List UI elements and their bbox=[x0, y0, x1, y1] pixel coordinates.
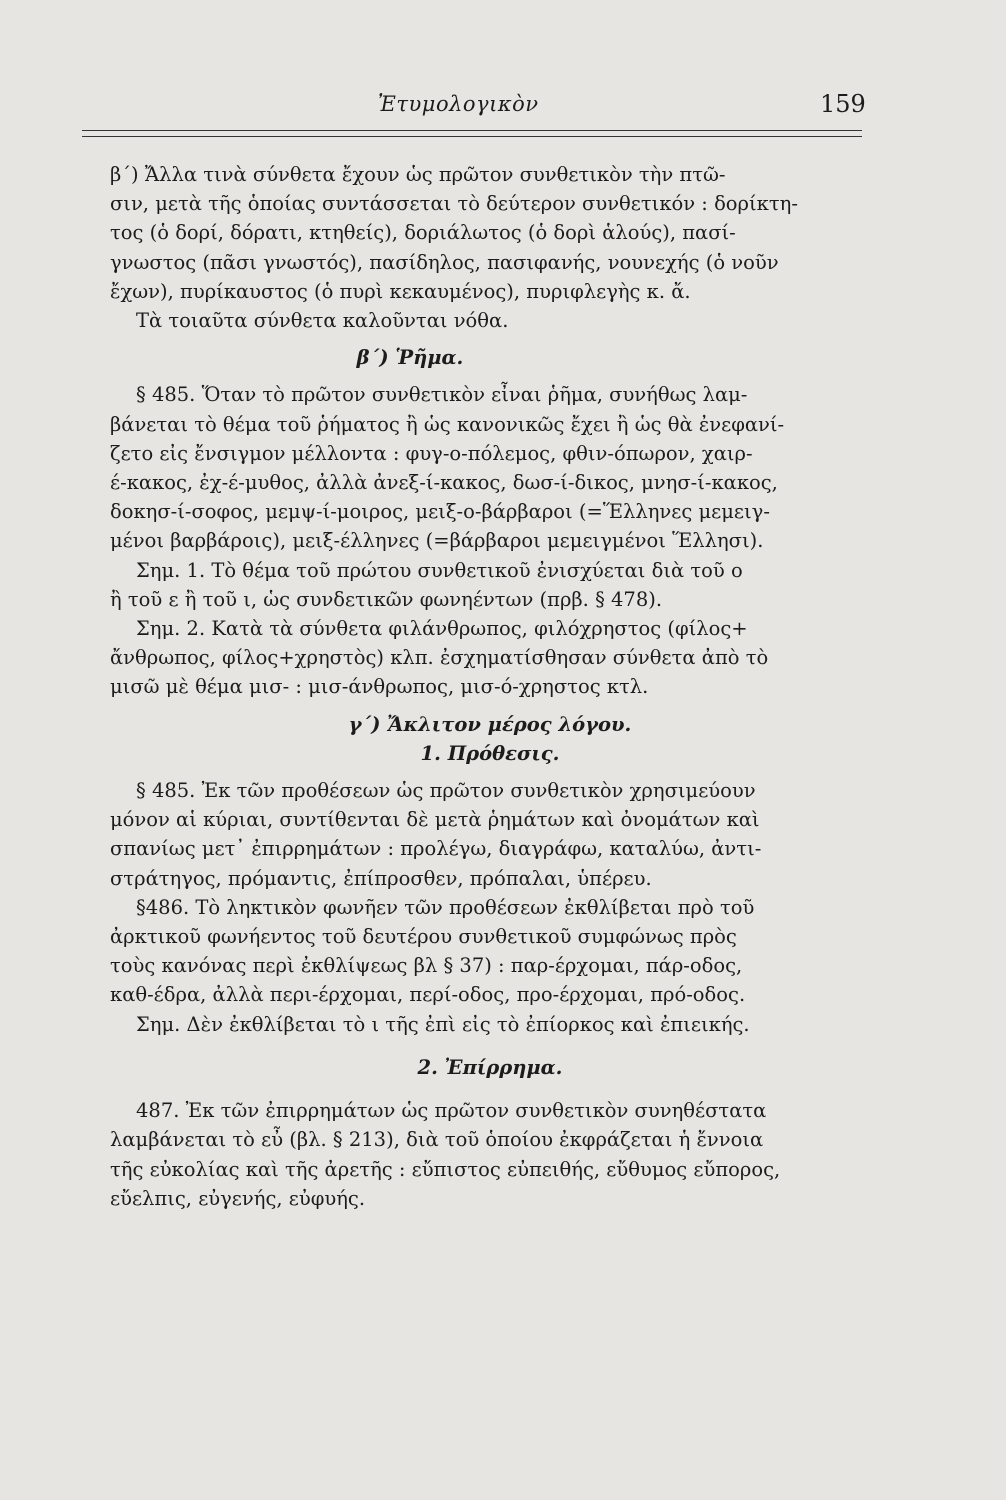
text-line: εὔελπις, εὐγενής, εὐφυής. bbox=[110, 1186, 366, 1210]
paragraph-485b bbox=[110, 776, 870, 893]
text-line: σπανίως μετ᾽ ἐπιρρημάτων : προλέγω, διαγράφω, καταλύω, ἀντι- bbox=[110, 837, 762, 861]
text-line: γνωστος (πᾶσι γνωστός), πασίδηλος, πασιφανής, νουνεχής (ὁ νοῦν bbox=[110, 250, 779, 274]
header-rule-bottom bbox=[82, 136, 862, 137]
header-rule-top bbox=[82, 130, 862, 131]
text-line: ζετο εἰς ἔνσιγμον μέλλοντα : φυγ-ο-πόλεμος, φθιν-όπωρον, χαιρ- bbox=[110, 441, 753, 465]
text-line: βάνεται τὸ θέμα τοῦ ῥήματος ἢ ὡς κανονικῶς ἔχει ἢ ὡς θὰ ἐνεφανί- bbox=[110, 412, 785, 436]
text-line: Σημ. 2. Κατὰ τὰ σύνθετα φιλάνθρωπος, φιλόχρηστος (φίλος+ bbox=[136, 617, 748, 641]
page-number: 159 bbox=[820, 90, 866, 118]
text-line: δοκησ-ί-σοφος, μεμψ-ί-μοιρος, μειξ-ο-βάρβαροι (=Ἕλληνες μεμειγ- bbox=[110, 500, 770, 524]
page-header bbox=[0, 92, 1006, 132]
text-line: Τὰ τοιαῦτα σύνθετα καλοῦνται νόθα. bbox=[136, 309, 509, 333]
text-line: §486. Τὸ ληκτικὸν φωνῆεν τῶν προθέσεων ἐκθλίβεται πρὸ τοῦ bbox=[136, 895, 755, 919]
running-title: Ἐτυμολογικὸν bbox=[378, 92, 539, 116]
paragraph-compounds-case bbox=[110, 160, 870, 335]
text-line: μισῶ μὲ θέμα μισ- : μισ-άνθρωπος, μισ-ό-χρηστος κτλ. bbox=[110, 675, 649, 699]
heading-gamma: γ΄) Ἄκλιτον μέρος λόγου. bbox=[348, 712, 632, 736]
text-line: στράτηγος, πρόμαντις, ἐπίπροσθεν, πρόπαλαι, ὑπέρευ. bbox=[110, 866, 652, 890]
text-line: 487. Ἐκ τῶν ἐπιρρημάτων ὡς πρῶτον συνθετικὸν συνηθέστατα bbox=[136, 1099, 767, 1123]
text-line: § 485. Ἐκ τῶν προθέσεων ὡς πρῶτον συνθετικὸν χρησιμεύουν bbox=[136, 779, 756, 803]
paragraph-487 bbox=[110, 1096, 870, 1213]
text-line: τος (ὁ δορί, δόρατι, κτηθείς), δοριάλωτος (ὁ δορὶ ἁλούς), πασί- bbox=[110, 221, 736, 245]
text-line: τῆς εὐκολίας καὶ τῆς ἀρετῆς : εὔπιστος εὐπειθής, εὔθυμος εὔπορος, bbox=[110, 1157, 781, 1181]
text-line: έ-κακος, ἐχ-έ-μυθος, ἀλλὰ ἀνεξ-ί-κακος, δωσ-ί-δικος, μνησ-ί-κακος, bbox=[110, 471, 778, 495]
heading-prothesis: 1. Πρόθεσις. bbox=[420, 741, 560, 765]
text-line: λαμβάνεται τὸ εὖ (βλ. § 213), διὰ τοῦ ὁποίου ἐκφράζεται ἡ ἔννοια bbox=[110, 1128, 764, 1152]
heading-epirrima: 2. Ἐπίρρημα. bbox=[417, 1055, 563, 1079]
heading-rima: β΄) Ῥῆμα. bbox=[356, 346, 464, 370]
text-line: β΄) Ἄλλα τινὰ σύνθετα ἔχουν ὡς πρῶτον συνθετικὸν τὴν πτῶ- bbox=[110, 163, 726, 186]
text-line: ἄνθρωπος, φίλος+χρηστὸς) κλπ. ἐσχηματίσθησαν σύνθετα ἀπὸ τὸ bbox=[110, 646, 769, 670]
paragraph-485a bbox=[110, 380, 870, 701]
text-line: σιν, μετὰ τῆς ὁποίας συντάσσεται τὸ δεύτερον συνθετικόν : δορίκτη- bbox=[110, 192, 798, 216]
text-line: καθ-έδρα, ἀλλὰ περι-έρχομαι, περί-οδος, προ-έρχομαι, πρό-οδος. bbox=[110, 983, 746, 1007]
paragraph-486 bbox=[110, 893, 870, 1039]
text-line: § 485. Ὅταν τὸ πρῶτον συνθετικὸν εἶναι ῥῆμα, συνήθως λαμ- bbox=[136, 383, 748, 407]
text-line: ἢ τοῦ ε ἢ τοῦ ι, ὡς συνδετικῶν φωνηέντων (πρβ. § 478). bbox=[110, 587, 663, 611]
text-line: ἔχων), πυρίκαυστος (ὁ πυρὶ κεκαυμένος), πυριφλεγὴς κ. ἄ. bbox=[110, 279, 691, 303]
text-line: Σημ. 1. Τὸ θέμα τοῦ πρώτου συνθετικοῦ ἐνισχύεται διὰ τοῦ ο bbox=[136, 558, 743, 582]
page-body bbox=[110, 160, 870, 1213]
text-line: τοὺς κανόνας περὶ ἐκθλίψεως βλ § 37) : παρ-έρχομαι, πάρ-οδος, bbox=[110, 954, 743, 978]
text-line: ἀρκτικοῦ φωνήεντος τοῦ δευτέρου συνθετικοῦ συμφώνως πρὸς bbox=[110, 925, 737, 949]
text-line: Σημ. Δὲν ἐκθλίβεται τὸ ι τῆς ἐπὶ εἰς τὸ ἐπίορκος καὶ ἐπιεικής. bbox=[136, 1012, 750, 1036]
text-line: μένοι βαρβάροις), μειξ-έλληνες (=βάρβαροι μεμειγμένοι Ἕλλησι). bbox=[110, 529, 764, 553]
text-line: μόνον αἱ κύριαι, συντίθενται δὲ μετὰ ῥημάτων καὶ ὀνομάτων καὶ bbox=[110, 808, 760, 832]
